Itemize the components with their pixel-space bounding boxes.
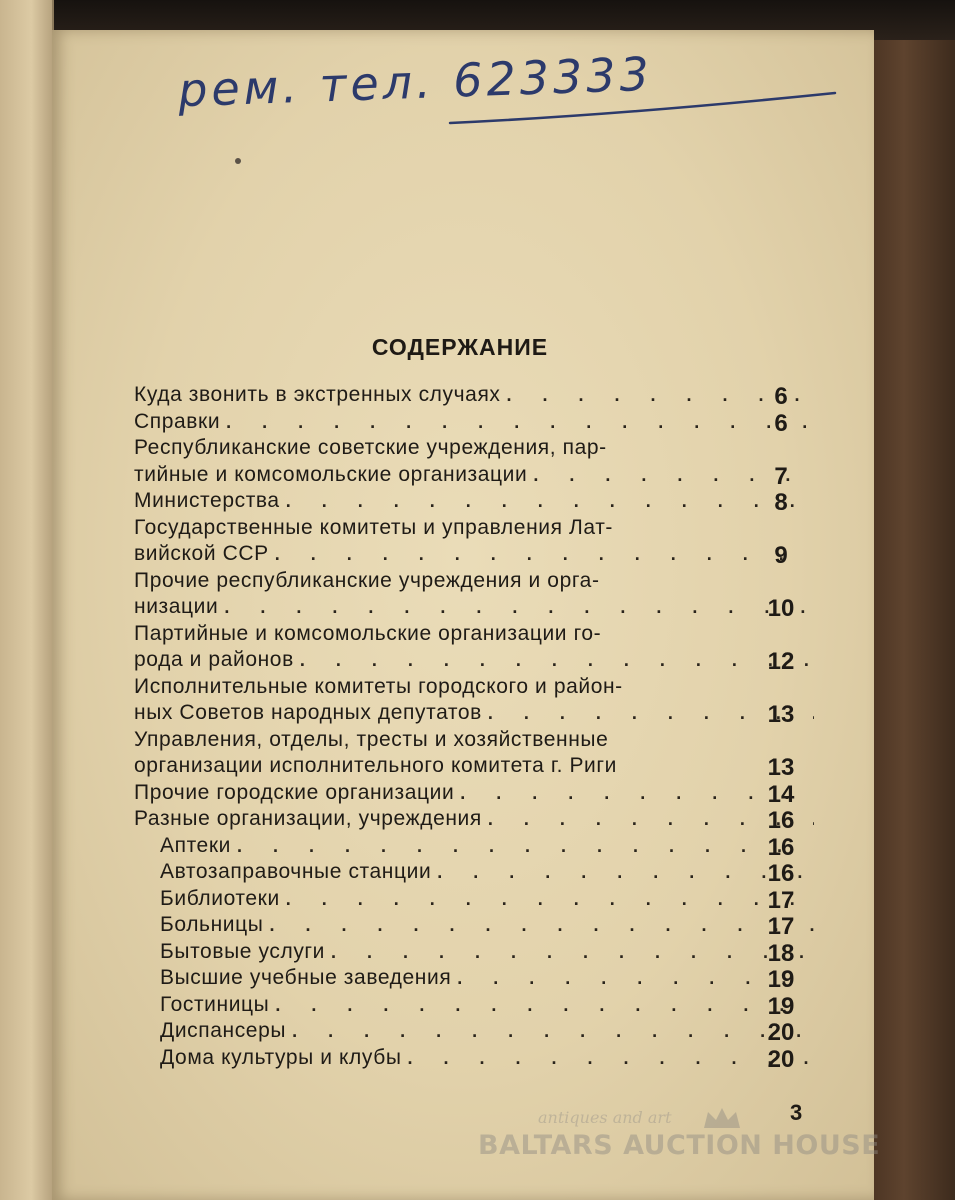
entry-text: Автозаправочные станции bbox=[160, 860, 432, 883]
table-surface bbox=[870, 0, 955, 1200]
entry-text: Дома культуры и клубы bbox=[160, 1045, 402, 1069]
dot-leader bbox=[226, 409, 814, 436]
entry-page: 9 bbox=[774, 542, 788, 569]
entry-page: 19 bbox=[767, 992, 795, 1020]
dot-leader bbox=[237, 833, 814, 860]
entry-text: Партийные и комсомольские организации го- bbox=[134, 621, 602, 645]
toc-entry bbox=[134, 435, 814, 462]
dot-leader bbox=[292, 1018, 814, 1045]
toc-entry bbox=[134, 700, 814, 727]
entry-page: 16 bbox=[767, 833, 795, 861]
entry-text: Прочие городские организации bbox=[134, 780, 455, 804]
handwritten-phone: рем. тел. 623333 bbox=[177, 46, 654, 118]
dot-leader bbox=[275, 992, 814, 1019]
dot-leader bbox=[408, 1045, 814, 1072]
entry-text: Прочие республиканские учреждения и орга- bbox=[134, 568, 600, 592]
entry-page: 6 bbox=[774, 409, 788, 437]
dot-leader bbox=[437, 859, 814, 886]
toc-entry bbox=[134, 594, 814, 621]
entry-text: Диспансеры bbox=[160, 1019, 287, 1042]
entry-text: организации исполнительного комитета г. Риги bbox=[134, 754, 617, 777]
paper-speck bbox=[235, 158, 241, 164]
entry-text: вийской ССР bbox=[134, 542, 269, 565]
entry-text: Библиотеки bbox=[160, 886, 280, 910]
toc-entry bbox=[134, 568, 814, 595]
entry-page: 17 bbox=[767, 886, 795, 914]
entry-text: Гостиницы bbox=[160, 992, 270, 1016]
entry-page: 13 bbox=[767, 701, 795, 728]
entry-page: 7 bbox=[774, 462, 788, 490]
entry-text: тийные и комсомольские организации bbox=[134, 462, 528, 486]
entry-page: 17 bbox=[767, 913, 795, 940]
dot-leader bbox=[331, 939, 814, 966]
toc-entry bbox=[134, 647, 814, 674]
entry-text: Республиканские советские учреждения, пар- bbox=[134, 436, 607, 459]
entry-page: 19 bbox=[767, 966, 795, 993]
table-of-contents bbox=[134, 382, 814, 1071]
toc-subentry bbox=[134, 1045, 814, 1072]
dot-leader bbox=[286, 886, 814, 913]
toc-entry bbox=[134, 727, 814, 754]
entry-text: низации bbox=[134, 595, 219, 618]
entry-text: Справки bbox=[134, 409, 221, 433]
entry-text: ных Советов народных депутатов bbox=[134, 701, 482, 724]
toc-entry bbox=[134, 541, 814, 568]
entry-page: 8 bbox=[774, 489, 788, 516]
entry-text: Высшие учебные заведения bbox=[160, 966, 452, 989]
entry-text: Государственные комитеты и управления Лат- bbox=[134, 515, 614, 539]
entry-text: Бытовые услуги bbox=[160, 939, 326, 963]
toc-entry bbox=[134, 806, 814, 833]
toc-entry bbox=[134, 515, 814, 542]
watermark-tagline: antiques and art bbox=[538, 1108, 672, 1127]
dot-leader bbox=[300, 647, 814, 674]
entry-text: рода и районов bbox=[134, 648, 294, 671]
toc-subentry bbox=[134, 859, 814, 886]
entry-page: 16 bbox=[767, 807, 795, 834]
entry-page: 18 bbox=[767, 939, 795, 967]
page-title: СОДЕРЖАНИЕ bbox=[371, 334, 549, 360]
toc-subentry bbox=[134, 939, 814, 966]
toc-entry bbox=[134, 462, 814, 489]
toc-entry bbox=[134, 621, 814, 648]
dot-leader bbox=[275, 541, 814, 568]
toc-entry bbox=[134, 780, 814, 807]
toc-entry bbox=[134, 382, 814, 409]
entry-page: 20 bbox=[767, 1045, 795, 1073]
entry-text: Управления, отделы, тресты и хозяйственные bbox=[134, 727, 609, 751]
dot-leader bbox=[224, 594, 814, 621]
page-number: 3 bbox=[790, 1100, 803, 1125]
toc-entry bbox=[134, 488, 814, 515]
toc-subentry bbox=[134, 886, 814, 913]
entry-page: 13 bbox=[767, 754, 795, 781]
toc-entry bbox=[134, 409, 814, 436]
toc-subentry bbox=[134, 833, 814, 860]
entry-text: Министерства bbox=[134, 489, 280, 512]
toc-entry bbox=[134, 753, 814, 780]
toc-entry bbox=[134, 674, 814, 701]
entry-page: 20 bbox=[767, 1019, 795, 1046]
entry-page: 16 bbox=[767, 860, 795, 887]
entry-text: Разные организации, учреждения bbox=[134, 807, 482, 830]
toc-subentry bbox=[134, 1018, 814, 1045]
entry-page: 6 bbox=[774, 383, 788, 410]
dot-leader bbox=[269, 912, 814, 939]
entry-text: Больницы bbox=[160, 913, 264, 936]
entry-page: 10 bbox=[767, 595, 795, 622]
entry-text: Исполнительные комитеты городского и район- bbox=[134, 674, 623, 698]
entry-text: Аптеки bbox=[160, 833, 231, 857]
toc-subentry bbox=[134, 992, 814, 1019]
dot-leader bbox=[286, 488, 814, 515]
entry-page: 12 bbox=[767, 648, 795, 675]
toc-subentry bbox=[134, 912, 814, 939]
toc-subentry bbox=[134, 965, 814, 992]
handwritten-note bbox=[170, 45, 850, 155]
crown-icon bbox=[700, 1106, 744, 1132]
left-page-edge bbox=[0, 0, 54, 1200]
auction-watermark bbox=[478, 1108, 881, 1168]
entry-page: 14 bbox=[767, 780, 795, 808]
watermark-name: BALTARS AUCTION HOUSE bbox=[478, 1130, 881, 1161]
entry-text: Куда звонить в экстренных случаях bbox=[134, 383, 501, 406]
